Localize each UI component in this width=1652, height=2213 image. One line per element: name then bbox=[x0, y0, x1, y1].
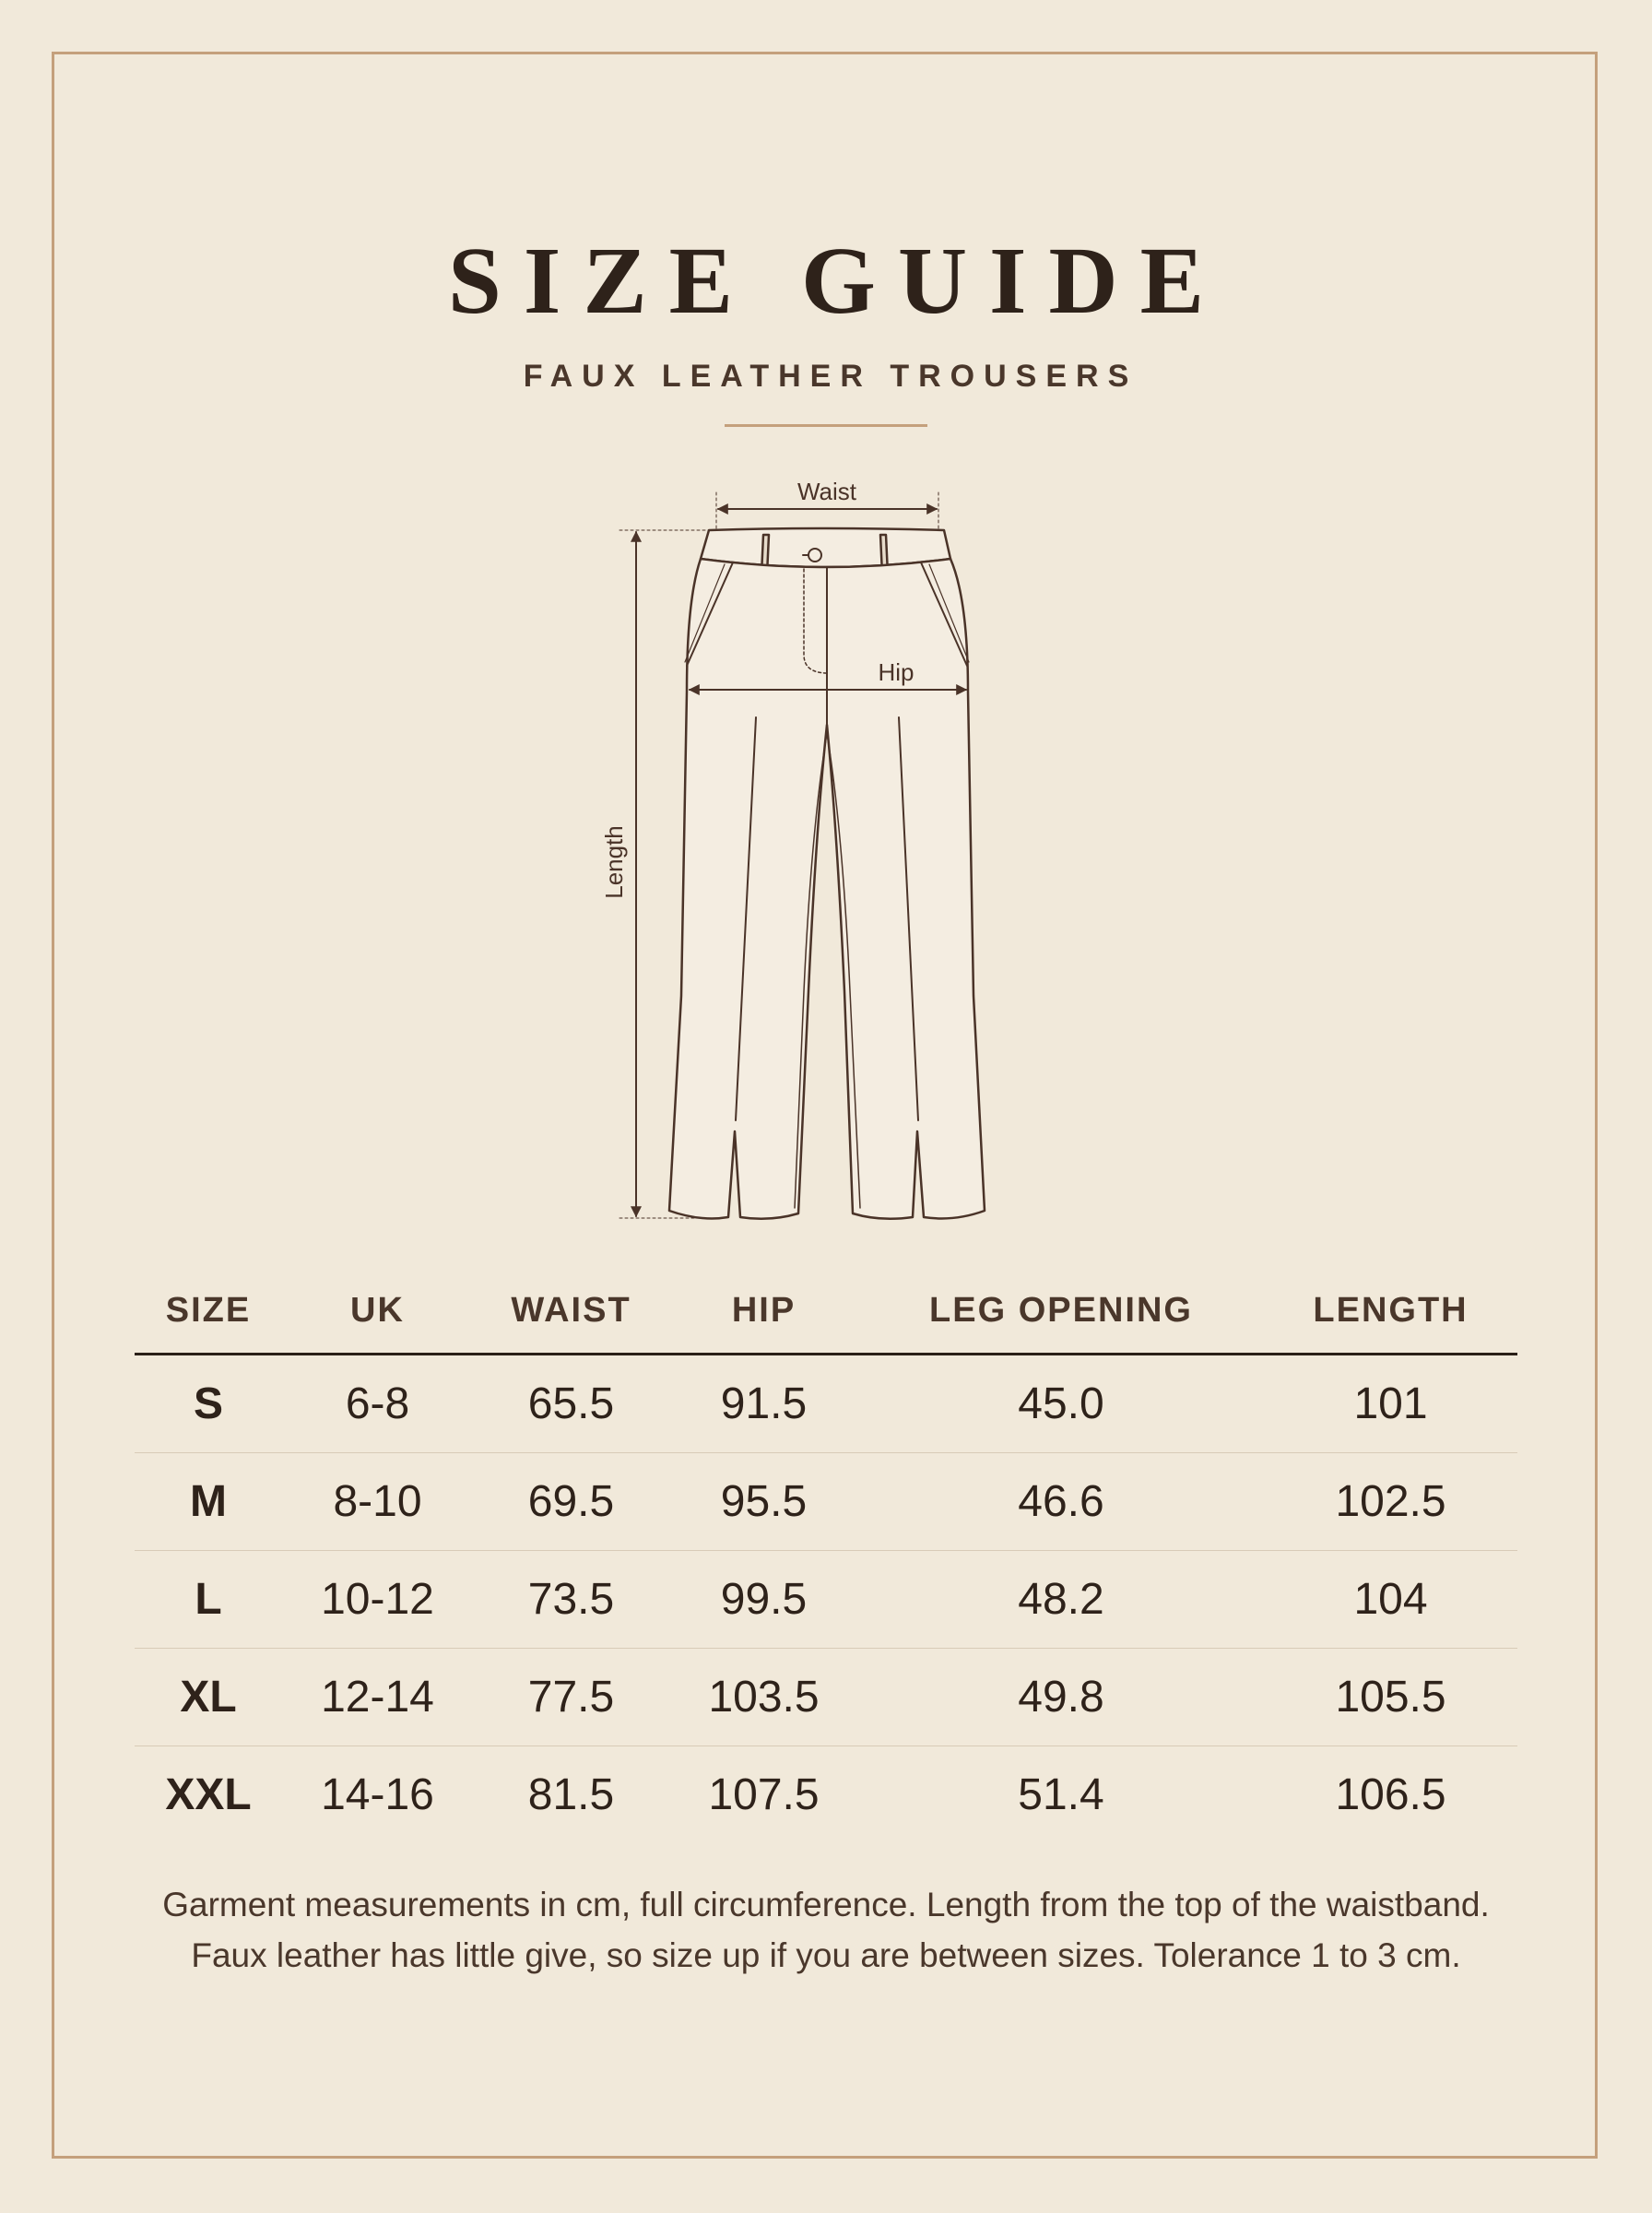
hip-cell: 99.5 bbox=[669, 1551, 858, 1649]
leg-opening-cell: 46.6 bbox=[858, 1453, 1264, 1551]
column-header-length: LENGTH bbox=[1264, 1268, 1517, 1355]
page-subtitle: FAUX LEATHER TROUSERS bbox=[523, 359, 1139, 394]
waist-label: Waist bbox=[796, 478, 857, 505]
waist-cell: 65.5 bbox=[473, 1355, 669, 1453]
waist-cell: 69.5 bbox=[473, 1453, 669, 1551]
table-row bbox=[135, 1453, 1517, 1551]
waist-cell: 81.5 bbox=[527, 1770, 615, 1819]
leg-opening-cell: 51.4 bbox=[1018, 1770, 1104, 1819]
length-cell: 101 bbox=[1264, 1355, 1517, 1453]
trousers-diagram bbox=[572, 466, 1014, 1240]
length-cell: 105.5 bbox=[1264, 1649, 1517, 1746]
uk-cell: 6-8 bbox=[282, 1355, 473, 1453]
size-table bbox=[135, 1268, 1517, 1843]
size-cell: XXL bbox=[165, 1770, 252, 1819]
page-title: SIZE GUIDE bbox=[448, 228, 1226, 334]
column-header-waist: WAIST bbox=[473, 1268, 669, 1355]
table-header-row bbox=[135, 1268, 1517, 1355]
length-cell: 104 bbox=[1264, 1551, 1517, 1649]
leg-opening-cell: 49.8 bbox=[858, 1649, 1264, 1746]
trousers-icon bbox=[669, 528, 985, 1219]
hip-cell: 95.5 bbox=[669, 1453, 858, 1551]
title-divider bbox=[725, 424, 927, 427]
length-cell: 106.5 bbox=[1335, 1770, 1446, 1819]
hip-cell: 107.5 bbox=[708, 1770, 820, 1819]
uk-cell: 12-14 bbox=[282, 1649, 473, 1746]
footnote bbox=[0, 1879, 1652, 1981]
leg-opening-cell: 48.2 bbox=[858, 1551, 1264, 1649]
leg-opening-cell: 45.0 bbox=[858, 1355, 1264, 1453]
size-cell: M bbox=[135, 1453, 282, 1551]
table-row bbox=[135, 1355, 1517, 1453]
length-cell: 102.5 bbox=[1264, 1453, 1517, 1551]
size-cell: L bbox=[135, 1551, 282, 1649]
column-header-hip: HIP bbox=[669, 1268, 858, 1355]
column-header-uk: UK bbox=[282, 1268, 473, 1355]
uk-cell: 10-12 bbox=[282, 1551, 473, 1649]
hip-label: Hip bbox=[878, 658, 914, 686]
waist-cell: 77.5 bbox=[473, 1649, 669, 1746]
table-row bbox=[135, 1551, 1517, 1649]
table-row bbox=[135, 1649, 1517, 1746]
footnote-line-2: Faux leather has little give, so size up if you are between sizes. Tolerance 1 to 3 cm. bbox=[191, 1936, 1461, 1974]
waist-cell: 73.5 bbox=[473, 1551, 669, 1649]
length-label: Length bbox=[600, 825, 628, 899]
column-header-size: SIZE bbox=[135, 1268, 282, 1355]
column-header-leg-opening: LEG OPENING bbox=[858, 1268, 1264, 1355]
uk-cell: 14-16 bbox=[321, 1770, 434, 1819]
size-cell: S bbox=[135, 1355, 282, 1453]
hip-cell: 91.5 bbox=[669, 1355, 858, 1453]
size-cell: XL bbox=[135, 1649, 282, 1746]
uk-cell: 8-10 bbox=[282, 1453, 473, 1551]
hip-cell: 103.5 bbox=[669, 1649, 858, 1746]
footnote-line-1: Garment measurements in cm, full circumference. Length from the top of the waistband. bbox=[162, 1886, 1490, 1923]
table-row bbox=[135, 1746, 1517, 1844]
